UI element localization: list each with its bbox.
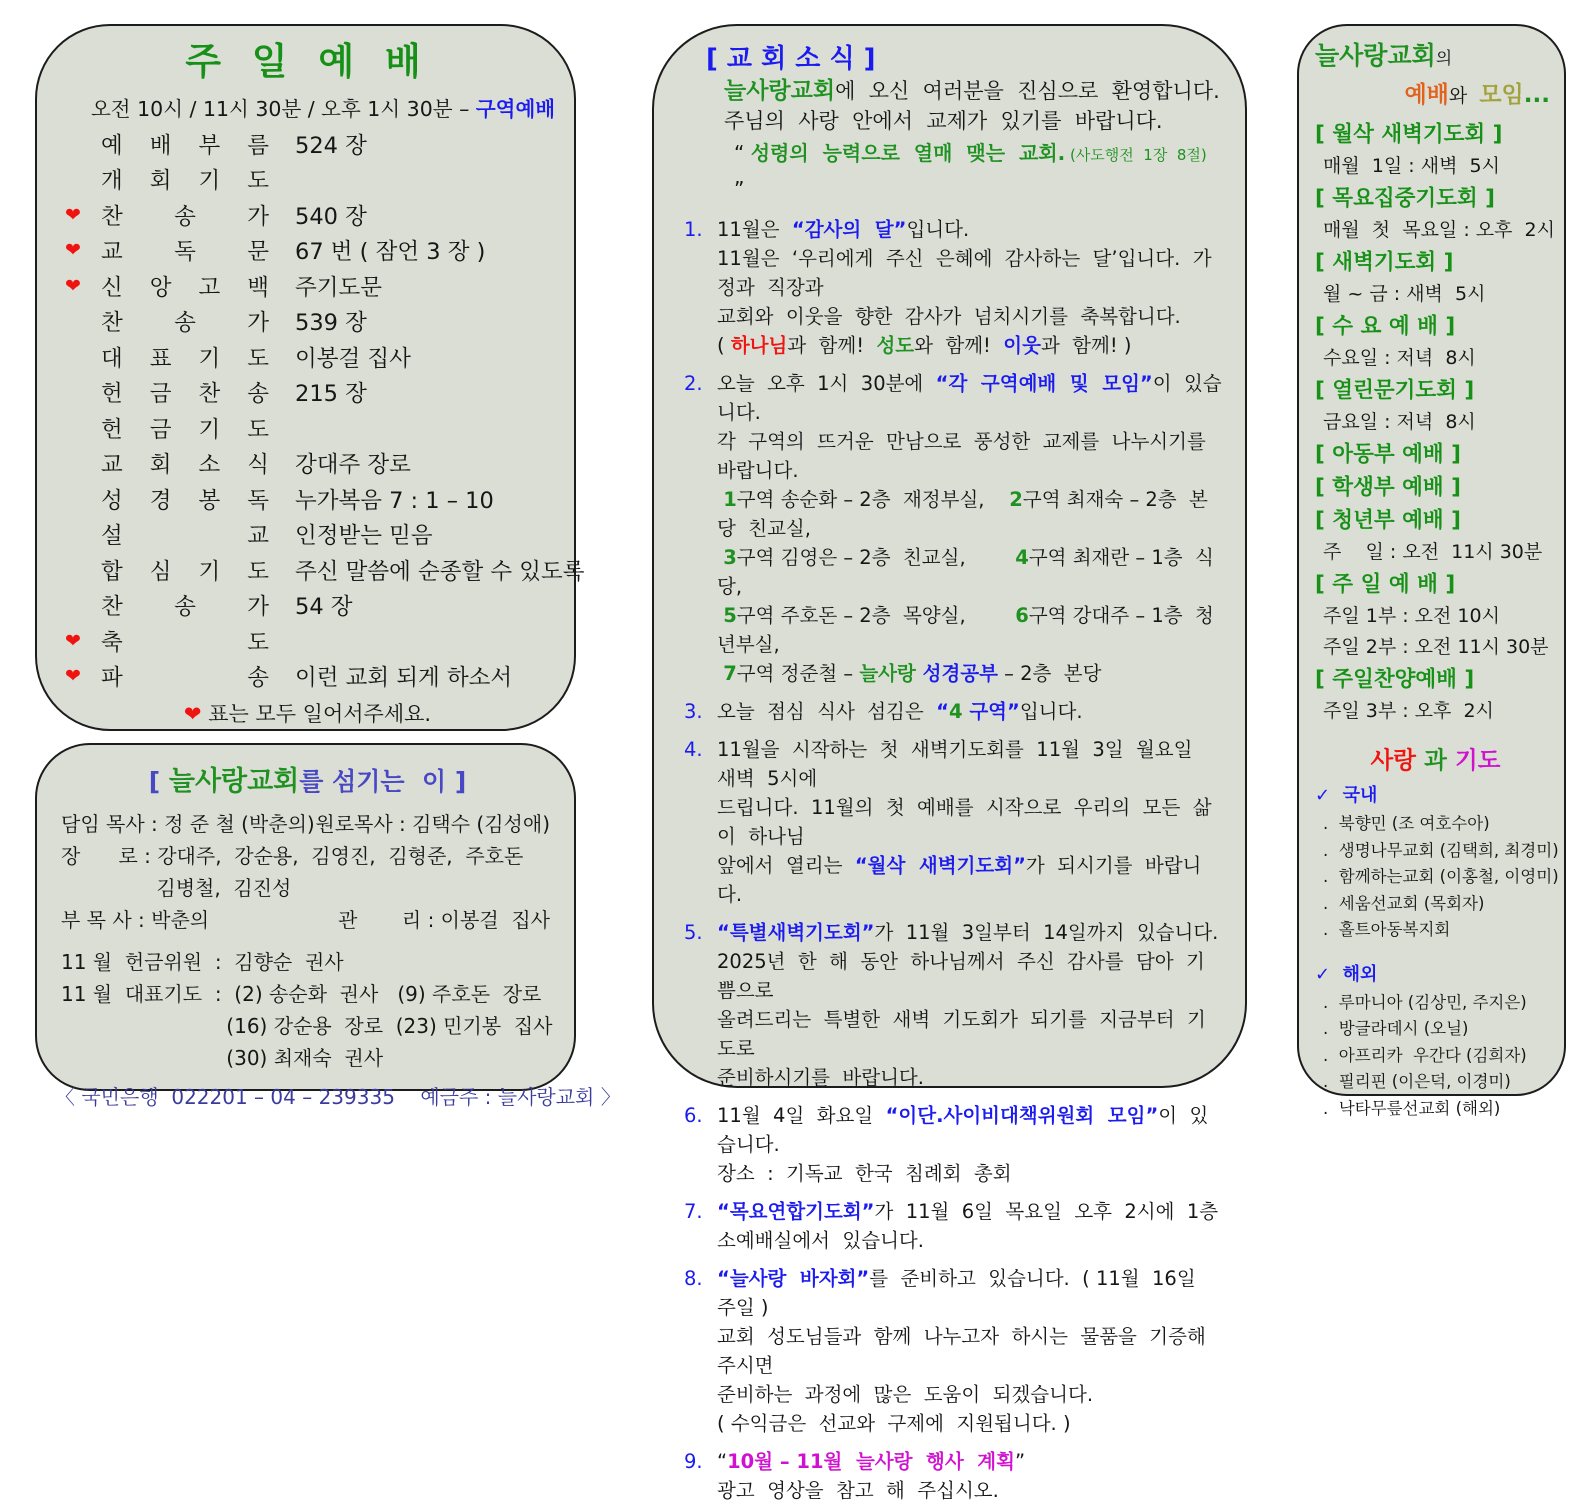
text-segment: 와 함께! (914, 334, 1004, 357)
text-segment: (사도행전 1장 8절) (1065, 146, 1207, 164)
text-segment: 늘사랑 (859, 662, 923, 685)
text-segment: 11월 4일 화요일 (717, 1104, 886, 1127)
text-segment: 소예배실에서 있습니다. (717, 1229, 924, 1252)
schedule-section-detail: 주일 3부 : 오후 2시 (1323, 700, 1494, 722)
text-segment: 오늘 오후 1시 30분에 (717, 372, 936, 395)
worship-row (65, 268, 550, 304)
news-item (684, 1447, 1223, 1505)
text-segment: 구역 송순화 – 2층 재정부실, (736, 488, 1010, 511)
schedule-section-header: [ 주 일 예 배 ] (1315, 572, 1456, 597)
worship-row (65, 446, 550, 482)
text-segment: 교회와 이웃을 향한 감사가 넘치시기를 축복합니다. (717, 305, 1181, 328)
schedule-section-detail: 주 일 : 오전 11시 30분 (1323, 541, 1543, 563)
text-segment: 구역 김영은 – 2층 친교실, (736, 546, 1016, 569)
text-segment: 의 (1435, 49, 1453, 69)
text-segment: 늘사랑교회 (1315, 41, 1436, 70)
check-icon: ✓ (1315, 963, 1343, 985)
worship-meeting-heading (1315, 77, 1556, 114)
mission-item (1315, 811, 1556, 838)
text-segment: 를 준비하고 있습니다. ( 11월 16일 주일 ) (717, 1267, 1209, 1319)
text-segment: ❤ (183, 702, 209, 726)
text-segment: 2025년 한 해 동안 하나님께서 주신 감사를 담아 기쁨으로 (717, 950, 1205, 1002)
text-segment: “이단.사이비대책위원회 모임” (885, 1104, 1159, 1127)
worship-row (65, 659, 550, 695)
mission-groups (1315, 781, 1559, 1122)
mission-item-label: 함께하는교회 (이홍철, 이영미) (1338, 867, 1559, 886)
worship-value: 강대주 장로 (295, 452, 411, 479)
text-segment: 구역 최재란 – 1층 식당, (717, 546, 1214, 598)
news-item-number: 3. (684, 700, 703, 723)
news-item-line (717, 918, 1223, 947)
servants-left: 담임 목사 : 정 준 철 (박춘의) (61, 812, 315, 836)
news-item-number: 6. (684, 1104, 703, 1127)
servants-row (61, 808, 554, 840)
text-segment: 과 (1424, 746, 1456, 774)
worship-value: 67 번 ( 잠언 3 장 ) (295, 239, 486, 266)
text-segment: [ (148, 767, 169, 796)
domestic-group-header (1315, 781, 1556, 811)
heart-icon: ❤ (65, 274, 81, 297)
text-segment: 표는 모두 일어서주세요. (208, 702, 432, 726)
text-segment: “ (734, 141, 751, 165)
schedule-section-header: [ 열린문기도회 ] (1315, 378, 1475, 403)
worship-row (65, 339, 550, 375)
schedule-section-header: [ 학생부 예배 ] (1315, 475, 1461, 500)
servants-row: (30) 최재숙 권사 (61, 1046, 384, 1070)
worship-row (65, 410, 550, 446)
panel-schedule (1297, 24, 1566, 1118)
text-segment: 오전 10시 / 11시 30분 / 오후 1시 30분 – (91, 97, 476, 121)
mission-item (1315, 1069, 1556, 1096)
news-item-line (717, 1380, 1223, 1409)
news-welcome-line (724, 76, 1223, 106)
news-item (684, 697, 1223, 726)
bullet-dot: . (1323, 1019, 1339, 1038)
worship-label: 찬 송 가 (101, 594, 269, 621)
worship-label: 헌 금 기 도 (101, 416, 269, 443)
text-segment: 3 (723, 546, 737, 569)
news-item-number: 1. (684, 218, 703, 241)
text-segment: 성도 (876, 334, 915, 357)
worship-label: 합 심 기 도 (101, 558, 269, 585)
heart-icon: ❤ (65, 239, 81, 262)
news-welcome-line (724, 106, 1223, 136)
news-item-number: 9. (684, 1450, 703, 1473)
news-item-line (717, 1005, 1223, 1063)
worship-row (65, 375, 550, 411)
text-segment: “월삭 새벽기도회” (854, 854, 1026, 877)
news-item-line (717, 485, 1223, 543)
mission-item-label: 세움선교회 (목회자) (1338, 893, 1485, 913)
worship-footer (65, 698, 550, 728)
mission-item-label: 아프리카 우간다 (김희자) (1338, 1045, 1527, 1065)
news-item-line (717, 1447, 1223, 1476)
worship-label: 교 독 문 (101, 239, 269, 266)
mission-item-label: 필리핀 (이은덕, 이경미) (1338, 1072, 1511, 1091)
worship-time-line (91, 92, 556, 122)
worship-row (65, 197, 550, 233)
mission-item (1315, 917, 1556, 944)
worship-row (65, 552, 585, 588)
text-segment: 준비하는 과정에 많은 도움이 되겠습니다. (717, 1383, 1094, 1406)
mission-item-label: 낙타무릎선교회 (해외) (1338, 1098, 1501, 1118)
news-item-number: 4. (684, 738, 703, 761)
servants-list (55, 808, 621, 1114)
text-segment: 구역 강대주 – 1층 청년부실, (717, 604, 1214, 656)
worship-label: 설 교 (101, 523, 269, 550)
schedule-section-detail: 월 ~ 금 : 새벽 5시 (1323, 283, 1486, 305)
worship-value: 54 장 (295, 594, 353, 621)
panel-sunday-worship (35, 24, 585, 731)
news-item-line (717, 369, 1223, 427)
bullet-dot: . (1323, 920, 1339, 939)
worship-value: 이런 교회 되게 하소서 (295, 665, 513, 692)
worship-value: 524 장 (295, 132, 367, 159)
text-segment: 늘사랑교회 (724, 78, 836, 104)
bullet-dot: . (1323, 992, 1339, 1012)
worship-row (65, 126, 550, 162)
worship-row (65, 304, 550, 340)
news-item-line (717, 244, 1223, 302)
text-segment: ... (1523, 82, 1550, 108)
text-segment: 준비하시기를 바랍니다. (717, 1066, 924, 1089)
news-item-line (717, 1063, 1223, 1092)
text-segment: 성령의 능력으로 열매 맺는 교회. (750, 141, 1066, 165)
text-segment: 가 11월 3일부터 14일까지 있습니다. (874, 921, 1219, 944)
news-item-body (717, 369, 1223, 688)
servants-row: 11 월 헌금위원 : 김향순 권사 (61, 950, 344, 974)
text-segment: 11월은 (717, 218, 792, 241)
text-segment: – 2층 본당 (997, 662, 1102, 685)
schedule-section-detail: 주일 2부 : 오전 11시 30분 (1323, 636, 1549, 658)
servants-row: 장 로 : 강대주, 강순용, 김영진, 김형준, 주호돈 (61, 844, 524, 868)
mission-item (1315, 1043, 1556, 1070)
schedule-section-header: [ 청년부 예배 ] (1315, 508, 1461, 533)
text-segment: 입니다. (1019, 700, 1083, 723)
worship-label: 예 배 부 름 (101, 132, 269, 159)
text-segment: ” (734, 141, 1214, 201)
worship-row (65, 623, 550, 659)
worship-label: 성 경 봉 독 (101, 487, 269, 514)
text-segment: 광고 영상을 참고 해 주십시오. (717, 1479, 999, 1502)
text-segment: 각 구역의 뜨거운 만남으로 풍성한 교제를 나누시기를 바랍니다. (717, 430, 1219, 482)
news-title: [ 교 회 소 식 ] (706, 44, 876, 74)
news-item (684, 735, 1223, 909)
servants-row: (16) 강순용 장로 (23) 민기봉 집사 (61, 1014, 553, 1038)
bullet-dot: . (1323, 1098, 1339, 1118)
worship-row (65, 481, 550, 517)
worship-row (65, 162, 550, 198)
schedule-section-header: [ 월삭 새벽기도회 ] (1315, 122, 1503, 147)
news-item-line (717, 1264, 1223, 1322)
worship-title: 주 일 예 배 (185, 40, 430, 83)
group-label: 해외 (1342, 963, 1378, 985)
text-segment: 예배 (1404, 82, 1449, 108)
worship-value: 주기도문 (295, 274, 382, 301)
panel-church-servants (35, 743, 621, 1109)
schedule-section-header: [ 새벽기도회 ] (1315, 250, 1454, 275)
text-segment: ” (1014, 1450, 1026, 1473)
text-segment: ( 수익금은 선교와 구제에 지원됩니다. ) (717, 1412, 1071, 1435)
bullet-dot: . (1323, 1072, 1339, 1091)
heart-icon: ❤ (65, 665, 81, 688)
mission-item (1315, 1016, 1556, 1043)
church-name-heading (1315, 38, 1556, 77)
mission-item-label: 방글라데시 (오닐) (1338, 1019, 1469, 1038)
worship-value: 주신 말씀에 순종할 수 있도록 (295, 558, 585, 585)
text-segment: 4 (948, 700, 970, 723)
bullet-dot: . (1323, 867, 1339, 886)
schedule-section-header: [ 아동부 예배 ] (1315, 442, 1461, 467)
text-segment: 과 함께! ) (1040, 334, 1132, 357)
servants-row (61, 904, 554, 936)
news-item-line (717, 851, 1223, 909)
worship-order-list (65, 126, 585, 694)
news-item-number: 7. (684, 1200, 703, 1223)
text-segment: 1 (723, 488, 737, 511)
text-segment: 성경공부 (922, 662, 998, 685)
heart-icon: ❤ (65, 203, 81, 226)
love-and-prayer-title (1315, 741, 1556, 775)
schedule-section-detail: 수요일 : 저녁 8시 (1323, 347, 1476, 369)
spacer (61, 936, 554, 946)
schedule-section-detail: 주일 1부 : 오전 10시 (1323, 605, 1500, 627)
text-segment: 구역 (969, 700, 1007, 723)
mission-item (1315, 990, 1556, 1017)
worship-value: 540 장 (295, 203, 367, 230)
news-item-line (717, 1476, 1223, 1505)
bank-account-line: 〈 국민은행 022201 – 04 – 239335 예금주 : 늘사랑교회 〉 (55, 1085, 621, 1109)
news-welcome (684, 76, 1223, 136)
text-segment: 장소 : 기독교 한국 침례회 총회 (717, 1162, 1012, 1185)
news-item (684, 918, 1223, 1092)
text-segment: 늘사랑교회 (168, 766, 300, 797)
news-item-line (717, 697, 1223, 726)
text-segment: 구역예배 (475, 97, 556, 121)
text-segment: 가 되시기를 바랍니다. (717, 854, 1202, 906)
mission-item (1315, 1096, 1556, 1123)
news-item-line (717, 947, 1223, 1005)
text-segment: 11월을 시작하는 첫 새벽기도회를 11월 3일 월요일 새벽 5시에 (717, 738, 1205, 790)
text-segment: 6 (1015, 604, 1029, 627)
news-item-line (717, 1322, 1223, 1380)
news-item (684, 215, 1223, 360)
news-item-line (717, 735, 1223, 793)
bullet-dot: . (1323, 814, 1339, 833)
mission-item-label: 루마니아 (김상민, 주지은) (1338, 992, 1527, 1012)
text-segment: “감사의 달” (791, 218, 907, 241)
mission-item-label: 홀트아동복지회 (1338, 920, 1451, 939)
news-item-body (717, 697, 1223, 726)
text-segment: “목요연합기도회” (717, 1200, 875, 1223)
news-verse (734, 136, 1223, 206)
text-segment: 입니다. (906, 218, 970, 241)
mission-item-label: 생명나무교회 (김택희, 최경미) (1338, 840, 1559, 860)
text-segment: 2 (1009, 488, 1023, 511)
text-segment: 구역 정준철 – (736, 662, 860, 685)
text-segment: 과 함께! (787, 334, 877, 357)
news-item-line (717, 1226, 1223, 1255)
worship-value: 인정받는 믿음 (295, 523, 433, 550)
text-segment: 교회 성도님들과 함께 나누고자 하시는 물품을 기증해 주시면 (717, 1325, 1219, 1377)
bullet-dot: . (1323, 840, 1339, 860)
text-segment: “ (936, 700, 949, 723)
heart-icon: ❤ (65, 629, 81, 652)
news-item-body (717, 1264, 1223, 1438)
worship-label: 개 회 기 도 (101, 168, 269, 195)
news-item-line (717, 1409, 1223, 1438)
mission-item (1315, 864, 1559, 891)
text-segment: 드립니다. 11월의 첫 예배를 시작으로 우리의 모든 삶이 하나님 (717, 796, 1212, 848)
schedule-section-detail: 매월 첫 목요일 : 오후 2시 (1323, 219, 1555, 241)
news-item-line (717, 1101, 1223, 1159)
text-segment: “ (717, 1450, 728, 1473)
worship-value: 이봉걸 집사 (295, 345, 411, 372)
schedule-section-header: [ 수 요 예 배 ] (1315, 314, 1456, 339)
schedule-section-detail: 매월 1일 : 새벽 5시 (1323, 155, 1500, 177)
text-segment: 구역 최재숙 – 2층 본당 친교실, (717, 488, 1208, 540)
schedule-section-detail: 금요일 : 저녁 8시 (1323, 411, 1476, 433)
news-item-body (717, 1197, 1223, 1255)
panel-church-news (652, 24, 1247, 1502)
text-segment: 4 (1015, 546, 1029, 569)
group-label: 국내 (1342, 785, 1378, 806)
text-segment: 올려드리는 특별한 새벽 기도회가 되기를 지금부터 기도로 (717, 1008, 1206, 1060)
text-segment: 를 섬기는 이 ] (299, 767, 467, 796)
worship-label: 찬 송 가 (101, 203, 269, 230)
servants-title (61, 759, 554, 798)
news-item-line (717, 215, 1223, 244)
text-segment: 가 11월 6일 목요일 오후 2시에 1층 (874, 1200, 1219, 1223)
text-segment: 이웃 (1003, 334, 1041, 357)
overseas-group-header (1315, 960, 1556, 990)
worship-label: 신 앙 고 백 (101, 274, 269, 301)
text-segment: 와 (1448, 85, 1480, 107)
worship-row (65, 588, 550, 624)
news-item-body (717, 735, 1223, 909)
text-segment: “특별새벽기도회” (717, 921, 875, 944)
news-item-line (717, 659, 1223, 688)
text-segment: “각 구역예배 및 모임” (935, 372, 1153, 395)
servants-row: 11 월 대표기도 : (2) 송순화 권사 (9) 주호돈 장로 (61, 982, 542, 1006)
text-segment: 이 있습니다. (717, 1104, 1209, 1156)
mission-item-label: 북향민 (조 여호수아) (1338, 814, 1490, 833)
text-segment: 사랑 (1370, 746, 1425, 774)
news-item (684, 1101, 1223, 1188)
news-item-number: 2. (684, 372, 703, 395)
news-item-line (717, 793, 1223, 851)
news-item-line (717, 427, 1223, 485)
text-segment: 10월 – 11월 늘사랑 행사 계획 (727, 1450, 1015, 1473)
servants-row: 김병철, 김진성 (61, 876, 292, 900)
worship-label: 찬 송 가 (101, 310, 269, 337)
servants-right: 관 리 : 이봉걸 집사 (338, 908, 550, 932)
news-item (684, 1197, 1223, 1255)
worship-label: 대 표 기 도 (101, 345, 269, 372)
text-segment: 구역 주호돈 – 2층 목양실, (736, 604, 1016, 627)
worship-label: 헌 금 찬 송 (101, 381, 269, 408)
text-segment: 에 오신 여러분을 진심으로 환영합니다. (835, 79, 1220, 103)
text-segment: ( (717, 334, 731, 357)
text-segment: 하나님 (730, 334, 788, 357)
text-segment: 모임 (1479, 82, 1524, 108)
news-item-body (717, 1447, 1223, 1505)
text-segment: “늘사랑 바자회” (717, 1267, 870, 1290)
mission-item (1315, 838, 1559, 865)
bullet-dot: . (1323, 893, 1339, 913)
servants-right: 원로목사 : 김택수 (김성애) (315, 812, 550, 836)
worship-value: 누가복음 7 : 1 – 10 (295, 487, 494, 514)
servants-left: 부 목 사 : 박춘의 (61, 908, 210, 932)
bullet-dot: . (1323, 1045, 1339, 1065)
schedule-sections (1315, 118, 1556, 727)
text-segment: 앞에서 열리는 (717, 854, 855, 877)
news-item-line (717, 1197, 1223, 1226)
spacer (1315, 944, 1556, 960)
check-icon: ✓ (1315, 785, 1343, 806)
worship-row (65, 233, 550, 269)
news-item (684, 369, 1223, 688)
news-item-number: 8. (684, 1267, 703, 1290)
news-item-line (717, 543, 1223, 601)
news-item-number: 5. (684, 921, 703, 944)
worship-label: 축 도 (101, 629, 269, 656)
worship-row (65, 517, 550, 553)
news-item-body (717, 918, 1223, 1092)
text-segment: 주님의 사랑 안에서 교제가 있기를 바랍니다. (724, 109, 1163, 133)
news-item-line (717, 331, 1223, 360)
text-segment: 오늘 점심 식사 섬김은 (717, 700, 937, 723)
worship-label: 파 송 (101, 665, 269, 692)
news-item-body (717, 1101, 1223, 1188)
text-segment: 7 (723, 662, 737, 685)
text-segment: 11월은 ‘우리에게 주신 은혜에 감사하는 달’입니다. 가정과 직장과 (717, 247, 1212, 299)
text-segment: 이 있습니다. (717, 372, 1222, 424)
worship-value: 215 장 (295, 381, 367, 408)
worship-label: 교 회 소 식 (101, 452, 269, 479)
mission-item (1315, 891, 1556, 918)
worship-value: 539 장 (295, 310, 367, 337)
schedule-section-header: [ 주일찬양예배 ] (1315, 667, 1475, 692)
news-list (684, 215, 1223, 1505)
news-item-line (717, 302, 1223, 331)
text-segment: ” (1007, 700, 1020, 723)
news-item-line (717, 1159, 1223, 1188)
text-segment: 5 (723, 604, 737, 627)
news-item (684, 1264, 1223, 1438)
news-item-body (717, 215, 1223, 360)
schedule-section-header: [ 목요집중기도회 ] (1315, 186, 1496, 211)
text-segment: 기도 (1455, 746, 1501, 774)
news-item-line (717, 601, 1223, 659)
